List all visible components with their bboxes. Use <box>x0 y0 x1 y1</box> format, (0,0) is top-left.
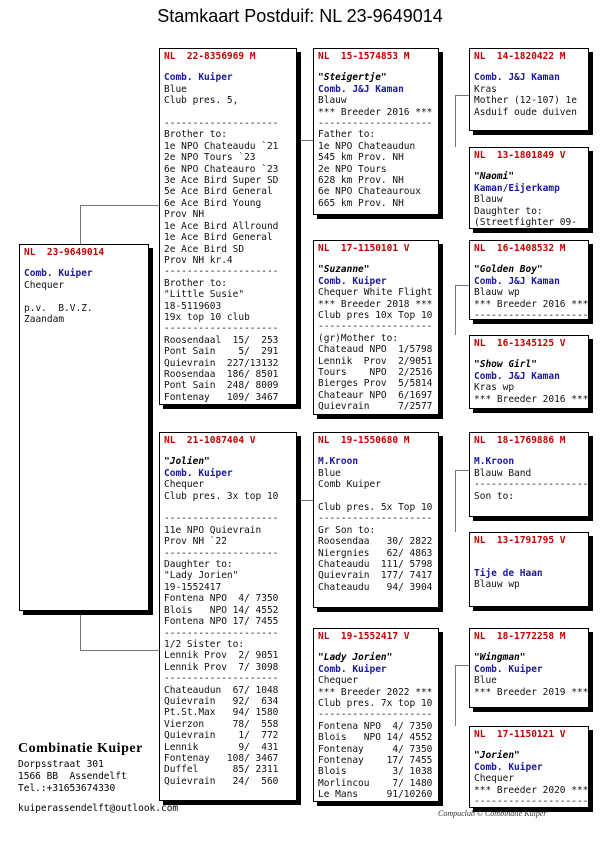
connector-line <box>80 610 81 650</box>
owner-name: Comb. Kuiper <box>318 663 387 675</box>
info-line: Tours NPO 2/2516 <box>318 367 433 379</box>
info-line: Chequer <box>318 675 359 687</box>
info-line: 3e Ace Bird Super SD <box>164 175 279 187</box>
owner-name: M.Kroon <box>318 456 359 468</box>
info-line: Fontenay 4/ 7350 <box>318 743 433 755</box>
info-line: Fontena NPO 17/ 7455 <box>164 616 279 628</box>
info-line: Lennik Prov 2/9051 <box>318 355 433 367</box>
ring-number: NL 13-1801849 V <box>474 150 566 161</box>
connector-line <box>455 95 456 147</box>
connector-line <box>295 500 313 501</box>
info-line: -------------------- <box>474 479 589 491</box>
info-line <box>24 291 144 302</box>
pigeon-card-fm-father <box>469 240 589 320</box>
info-line: Chequer White Flight <box>318 287 433 299</box>
info-line: Blue <box>474 675 497 687</box>
ring-number: NL 19-1550680 M <box>318 435 410 446</box>
info-line: Le Mans 91/10260 <box>318 789 433 801</box>
info-line: Gr Son to: <box>318 524 376 536</box>
connector-line <box>455 665 469 666</box>
owner-name: Comb. Kuiper <box>318 275 387 287</box>
info-line: -------------------- <box>318 118 433 130</box>
info-line: -------------------- <box>164 547 279 559</box>
info-line: -------------------- <box>318 321 433 333</box>
pigeon-name: "Wingman" <box>474 652 526 664</box>
info-line: Lennik 9/ 431 <box>164 741 279 753</box>
info-line: Brother to: <box>164 129 227 141</box>
ring-number: NL 17-1150101 V <box>318 243 410 254</box>
info-line: 2e Ace Bird SD <box>164 243 245 255</box>
credit-text: Compuclub © Combinatie Kuiper <box>438 809 547 818</box>
info-line: Quievrain 24/ 560 <box>164 775 279 787</box>
owner-name: Comb. J&J Kaman <box>474 275 560 287</box>
info-line: 665 km Prov. NH <box>318 197 404 209</box>
info-line: 2e NPO Tours <box>318 163 387 175</box>
pigeon-card-father <box>159 48 297 405</box>
info-line: (Streetfighter 09- <box>474 217 577 229</box>
info-line: Blauw Band <box>474 467 532 479</box>
info-line: 2e NPO Tours `23 <box>164 152 256 164</box>
connector-line <box>80 650 159 651</box>
owner-name: Comb. J&J Kaman <box>474 72 560 84</box>
info-line: Duffel 85/ 2311 <box>164 764 279 776</box>
info-line: 1e NPO Chateaudun <box>318 140 416 152</box>
pigeon-name: "Jorien" <box>474 750 520 762</box>
info-line: Quievrain 177/ 7417 <box>318 570 433 582</box>
info-line: Blois NPO 14/ 4552 <box>318 732 433 744</box>
pigeon-name: "Golden Boy" <box>474 264 543 276</box>
breeder-street: Dorpsstraat 301 <box>18 759 104 770</box>
breeder-email: kuiperassendelft@outlook.com <box>18 803 179 814</box>
info-line: -------------------- <box>164 673 279 685</box>
pigeon-name: "Jolien" <box>164 456 210 468</box>
info-line: Chequer <box>24 279 65 291</box>
connector-line <box>455 470 456 532</box>
info-line: Quievrain 1/ 772 <box>164 730 279 742</box>
info-line: Club pres. 3x top 10 <box>164 490 279 502</box>
breeder-city: 1566 BB Assendelft <box>18 771 127 782</box>
ring-number: NL 14-1820422 M <box>474 51 566 62</box>
connector-line <box>80 205 159 206</box>
info-line: -------------------- <box>164 513 279 525</box>
pigeon-name: "Lady Jorien" <box>318 652 393 664</box>
info-line: Fontena NPO 4/ 7350 <box>318 720 433 732</box>
info-line: Lennik Prov 2/ 9051 <box>164 650 279 662</box>
pigeon-card-mother-mother <box>313 628 439 802</box>
ring-number: NL 21-1087404 V <box>164 435 256 446</box>
info-line: Vierzon 78/ 558 <box>164 718 279 730</box>
info-line: *** Breeder 2016 *** <box>318 106 433 118</box>
info-line: Daughter to: <box>164 559 233 571</box>
info-line: *** Breeder 2016 *** <box>474 298 589 310</box>
info-line: 6e Ace Bird Young <box>164 197 262 209</box>
page-title: Stamkaart Postduif: NL 23-9649014 <box>157 6 443 26</box>
info-line: Daughter to: <box>474 205 543 217</box>
info-line: 1e NPO Chateaudu `21 <box>164 140 279 152</box>
pigeon-card-ff-father <box>469 48 589 131</box>
info-line: Blauw <box>318 95 347 107</box>
connector-line <box>455 95 469 96</box>
info-line: "Lady Jorien" <box>164 570 239 582</box>
info-line: *** Breeder 2016 *** <box>474 393 589 405</box>
info-line: Prov NH <box>164 209 205 221</box>
info-line: Blois NPO 14/ 4552 <box>164 604 279 616</box>
ring-number: NL 16-1408532 M <box>474 243 566 254</box>
pigeon-name: "Naomi" <box>474 171 515 183</box>
breeder-phone: Tel.:+31653674330 <box>18 783 116 794</box>
info-line: Brother to: <box>164 277 227 289</box>
info-line: Mother (12-107) 1e <box>474 95 577 107</box>
ring-number: NL 15-1574853 M <box>318 51 410 62</box>
pigeon-card-mf-mother <box>469 532 589 607</box>
connector-line <box>80 205 81 245</box>
pigeon-name: "Steigertje" <box>318 72 387 84</box>
info-line: -------------------- <box>164 627 279 639</box>
pigeon-name: "Show Girl" <box>474 359 537 371</box>
breeder-name: Combinatie Kuiper <box>18 741 143 756</box>
info-line: Roosendaal 15/ 253 <box>164 334 279 346</box>
connector-line <box>455 665 456 726</box>
info-line: -------------------- <box>164 323 279 335</box>
ring-number: NL 19-1552417 V <box>318 631 410 642</box>
info-line: -------------------- <box>474 796 589 808</box>
info-line: Fontenay 17/ 7455 <box>318 755 433 767</box>
info-line: -------------------- <box>318 513 433 525</box>
info-line: Comb Kuiper <box>318 479 381 491</box>
ring-number: NL 16-1345125 V <box>474 338 566 349</box>
info-line: Bierges Prov 5/5814 <box>318 378 433 390</box>
info-line: 18-5119603 <box>164 300 222 312</box>
info-line: 1/2 Sister to: <box>164 638 245 650</box>
info-line: Prov NH kr.4 <box>164 254 233 266</box>
owner-name: Comb. Kuiper <box>474 761 543 773</box>
owner-name: Comb. Kuiper <box>24 268 93 280</box>
info-line: Niergnies 62/ 4863 <box>318 547 433 559</box>
info-line: -------------------- <box>318 709 433 721</box>
ring-number: NL 22-8356969 M <box>164 51 256 62</box>
pigeon-card-mf-father <box>469 432 589 517</box>
pigeon-card-mother-father <box>313 432 439 608</box>
info-line: Father to: <box>318 129 376 141</box>
info-line: *** Breeder 2020 *** <box>474 784 589 796</box>
info-line: -------------------- <box>474 405 589 417</box>
info-line: Blue <box>318 467 341 479</box>
info-line: Kras <box>474 83 497 95</box>
info-line: 6e NPO Chateauroux <box>318 186 421 198</box>
ring-number: NL 17-1150121 V <box>474 729 566 740</box>
owner-name: Kaman/Eijerkamp <box>474 182 560 194</box>
info-line: "Little Susie" <box>164 289 245 301</box>
info-line: Pont Sain 5/ 291 <box>164 346 279 358</box>
info-line: Quievrain 92/ 634 <box>164 695 279 707</box>
info-line: Chequer <box>474 773 515 785</box>
info-line: 11e NPO Quievrain <box>164 524 262 536</box>
info-line: 19x top 10 club <box>164 311 250 323</box>
info-line: Fontenay 109/ 3467 <box>164 391 279 403</box>
owner-name: Comb. J&J Kaman <box>318 83 404 95</box>
info-line <box>164 107 292 118</box>
info-line: Blois 3/ 1038 <box>318 766 433 778</box>
info-line: 1e Ace Bird General <box>164 232 273 244</box>
pigeon-card-father-mother <box>313 240 439 415</box>
owner-name: M.Kroon <box>474 456 515 468</box>
info-line: Chateaudun 67/ 1048 <box>164 684 279 696</box>
connector-line <box>455 285 469 286</box>
info-line: Fontenay 108/ 3467 <box>164 752 279 764</box>
ring-number: NL 23-9649014 <box>24 247 105 258</box>
owner-name: Comb. Kuiper <box>164 72 233 84</box>
info-line: (gr)Mother to: <box>318 332 399 344</box>
info-line: Asduif oude duiven <box>474 106 577 118</box>
info-line: Kras wp <box>474 382 515 394</box>
info-line: Chateaur NPO 6/1697 <box>318 389 433 401</box>
info-line: Chateaudu 111/ 5798 <box>318 559 433 571</box>
pigeon-card-father-father <box>313 48 439 215</box>
info-line: *** Breeder 2019 *** <box>474 686 589 698</box>
info-line: Blauw wp <box>474 579 520 591</box>
pigeon-name: "Suzanne" <box>318 264 370 276</box>
info-line: -------------------- <box>164 118 279 130</box>
info-line: *** Breeder 2022 *** <box>318 686 433 698</box>
ring-number: NL 18-1772258 M <box>474 631 566 642</box>
info-line: -------------------- <box>164 266 279 278</box>
info-line: Blauw wp <box>474 287 520 299</box>
owner-name: Tije de Haan <box>474 567 543 579</box>
info-line: Lennik Prov 7/ 3098 <box>164 661 279 673</box>
info-line: Pont Sain 248/ 8009 <box>164 380 279 392</box>
info-line: -------------------- <box>474 310 589 322</box>
owner-name: Comb. Kuiper <box>474 663 543 675</box>
info-line: 628 km Prov. NH <box>318 175 404 187</box>
info-line <box>318 491 434 502</box>
info-line: p.v. B.V.Z. <box>24 302 93 314</box>
info-line: Quievrain 227/13132 <box>164 357 279 369</box>
pigeon-card-mm-father <box>469 628 589 708</box>
info-line: 545 km Prov. NH <box>318 152 404 164</box>
owner-name: Comb. Kuiper <box>164 467 233 479</box>
connector-line <box>455 470 469 471</box>
info-line: Chequer <box>164 479 205 491</box>
info-line: Club pres. 5, <box>164 95 239 107</box>
info-line: 6e NPO Chateauro `23 <box>164 163 279 175</box>
pigeon-card-ff-mother <box>469 147 589 229</box>
ring-number: NL 18-1769886 M <box>474 435 566 446</box>
pigeon-card-fm-mother <box>469 335 589 417</box>
pigeon-card-subject <box>19 244 149 611</box>
info-line: Blue <box>164 83 187 95</box>
info-line: Quievrain 7/2577 <box>318 401 433 413</box>
info-line: Chateaud NPO 1/5798 <box>318 344 433 356</box>
info-line: Prov NH `22 <box>164 536 227 548</box>
info-line: Son to: <box>474 490 515 502</box>
info-line <box>164 502 292 513</box>
info-line: Roosendaa 186/ 8501 <box>164 368 279 380</box>
info-line: Club pres. 7x top 10 <box>318 698 433 710</box>
info-line: 1e Ace Bird Allround <box>164 220 279 232</box>
info-line: Pt.St.Max 94/ 1580 <box>164 707 279 719</box>
info-line: 19-1552417 <box>164 581 222 593</box>
info-line: Blauw <box>474 194 503 206</box>
connector-line <box>295 140 313 141</box>
info-line: Roosendaa 30/ 2822 <box>318 536 433 548</box>
info-line: *** Breeder 2018 *** <box>318 298 433 310</box>
ring-number: NL 13-1791795 V <box>474 535 566 546</box>
info-line: Fontena NPO 4/ 7350 <box>164 593 279 605</box>
info-line: Chateaudu 94/ 3904 <box>318 581 433 593</box>
info-line: Zaandam <box>24 314 65 326</box>
info-line: Club pres. 5x Top 10 <box>318 502 433 514</box>
pigeon-card-mother <box>159 432 297 801</box>
connector-line <box>455 285 456 335</box>
info-line <box>474 556 584 567</box>
owner-name: Comb. J&J Kaman <box>474 370 560 382</box>
info-line: 5e Ace Bird General <box>164 186 273 198</box>
pigeon-card-mm-mother <box>469 726 589 808</box>
info-line: Morlincou 7/ 1480 <box>318 777 433 789</box>
info-line: Club pres 10x Top 10 <box>318 310 433 322</box>
